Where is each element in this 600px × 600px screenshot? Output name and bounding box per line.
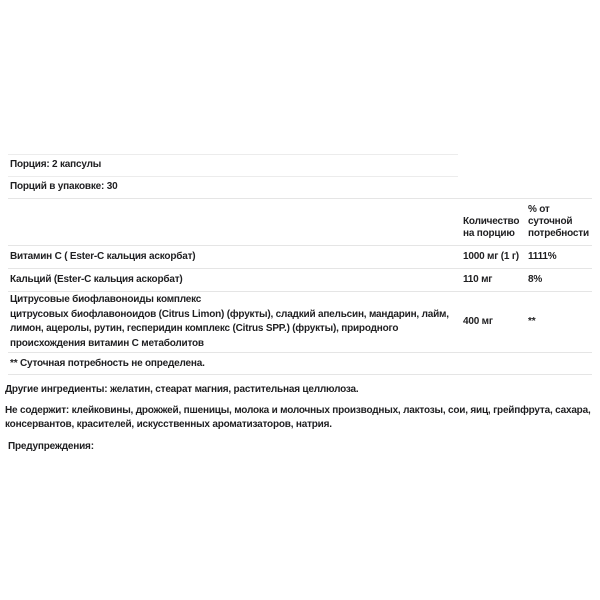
nutrient-name: Цитрусовые биофлавоноиды комплекс [10, 294, 202, 305]
column-header-amount-per-serving: Количество на порцию [458, 199, 523, 246]
serving-size-text: Порция: 2 капсулы [8, 154, 458, 176]
nutrient-amount: 110 мг [458, 269, 523, 292]
nutrient-daily-value: ** [523, 292, 592, 353]
table-row-vitamin-c [8, 246, 592, 269]
supplement-facts-table [8, 198, 592, 375]
nutrient-daily-value: 1111% [523, 246, 592, 269]
nutrient-name: Витамин C ( Ester-C кальция аскорбат) [10, 251, 196, 262]
nutrient-name: Кальций (Ester-C кальция аскорбат) [10, 274, 183, 285]
free-of-text: Не содержит: клейковины, дрожжей, пшеницы, молока и молочных производных, лактозы, сои, яиц, грейпфрута, сахара, консервантов, красителей, искусственных ароматизаторов, натрия. [5, 405, 591, 430]
nutrient-amount: 1000 мг (1 г) [458, 246, 523, 269]
servings-per-container-text: Порций в упаковке: 30 [8, 176, 458, 198]
table-row-citrus-bioflavonoids [8, 292, 592, 353]
other-ingredients-text: Другие ингредиенты: желатин, стеарат магния, растительная целлюлоза. [5, 384, 359, 395]
nutrient-description: цитрусовых биофлавоноидов (Citrus Limon) (фрукты), сладкий апельсин, мандарин, лайм, лимон, ацеролы, рутин, гесперидин комплекс (Citrus SPP.) (фрукты), природного происхождения витамин C метаболитов [10, 308, 449, 349]
column-header-name [8, 199, 458, 246]
column-header-daily-value: % от суточной потребности [523, 199, 592, 246]
table-header-row [8, 199, 592, 246]
nutrient-amount: 400 мг [458, 292, 523, 353]
serving-info [8, 154, 458, 198]
table-footnote-row [8, 353, 592, 375]
ingredient-notes [5, 383, 596, 454]
daily-value-footnote: ** Суточная потребность не определена. [8, 353, 592, 375]
nutrient-daily-value: 8% [523, 269, 592, 292]
table-row-calcium [8, 269, 592, 292]
warnings-label: Предупреждения: [8, 441, 94, 452]
